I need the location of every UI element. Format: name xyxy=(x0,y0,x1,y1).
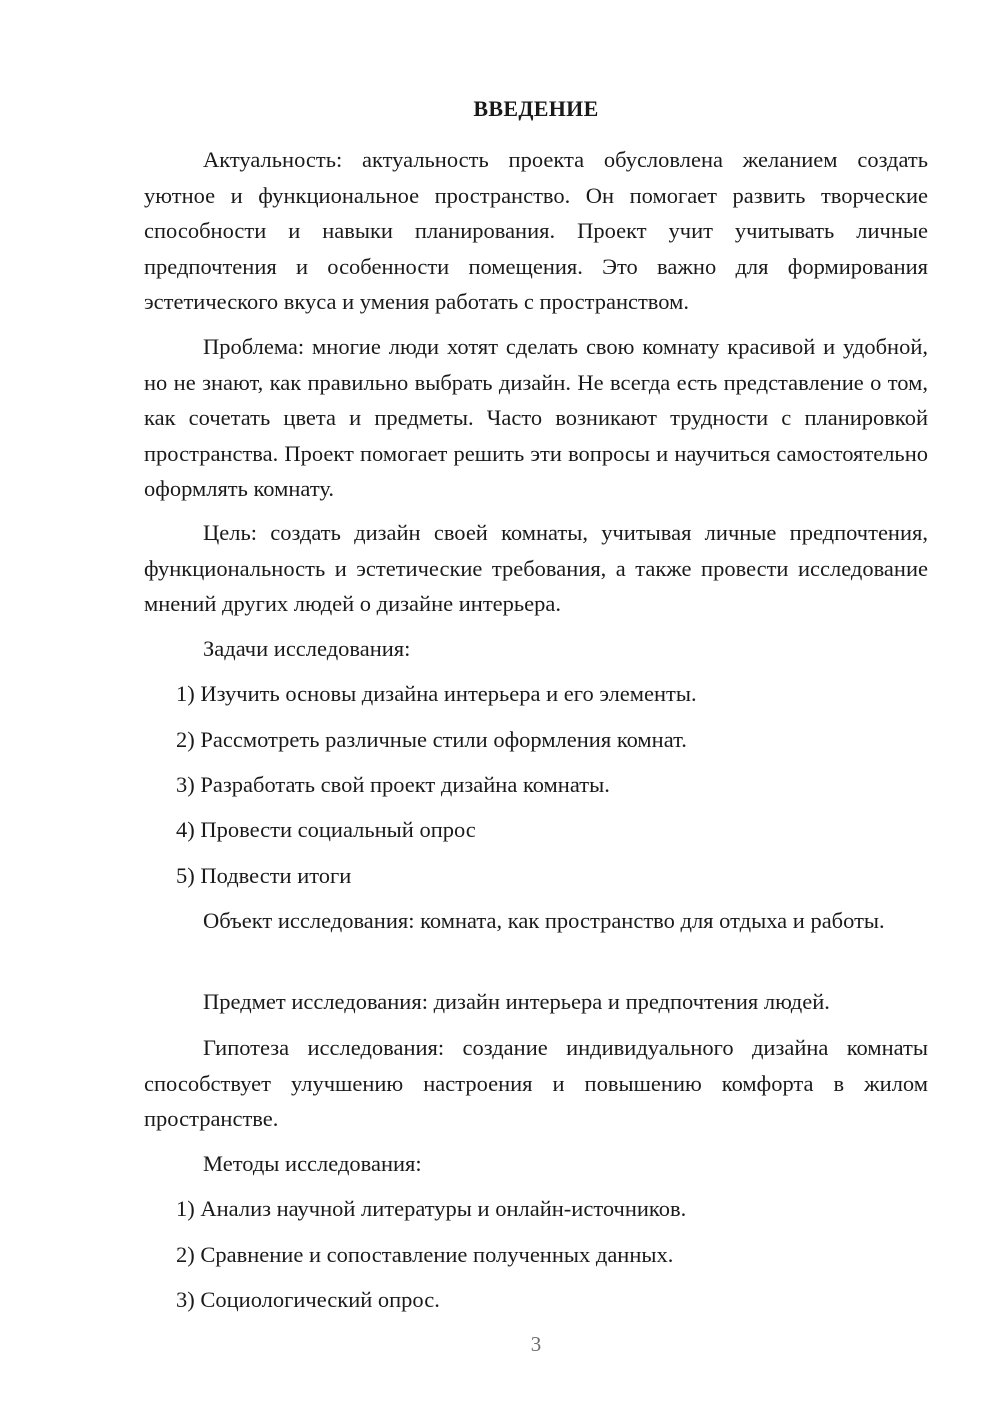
task-item: 3) Разработать свой проект дизайна комнаты. xyxy=(176,772,610,797)
task-item: 2) Рассмотреть различные стили оформления комнат. xyxy=(176,727,687,752)
page-title: ВВЕДЕНИЕ xyxy=(473,96,599,121)
subject-paragraph: Предмет исследования: дизайн интерьера и предпочтения людей. xyxy=(203,989,830,1014)
page-number: 3 xyxy=(530,1332,542,1356)
hypothesis-paragraph: Гипотеза исследования: создание индивидуального дизайна комнаты способствует улучшению настроения и повышению комфорта в жилом пространстве. xyxy=(144,1035,928,1131)
task-item: 5) Подвести итоги xyxy=(176,863,352,888)
method-item: 2) Сравнение и сопоставление полученных данных. xyxy=(176,1242,674,1267)
task-item: 1) Изучить основы дизайна интерьера и его элементы. xyxy=(176,681,697,706)
task-item: 4) Провести социальный опрос xyxy=(176,817,476,842)
problem-paragraph: Проблема: многие люди хотят сделать свою комнату красивой и удобной, но не знают, как правильно выбрать дизайн. Не всегда есть представление о том, как сочетать цвета и предметы. Часто возникают трудности с планировкой пространства. Проект помогает решить эти вопросы и научиться самостоятельно оформлять комнату. xyxy=(144,334,928,501)
tasks-heading: Задачи исследования: xyxy=(203,636,411,661)
methods-heading: Методы исследования: xyxy=(203,1151,422,1176)
goal-paragraph: Цель: создать дизайн своей комнаты, учитывая личные предпочтения, функциональность и эстетические требования, а также провести исследование мнений других людей о дизайне интерьера. xyxy=(144,520,928,616)
method-item: 3) Социологический опрос. xyxy=(176,1287,440,1312)
object-paragraph: Объект исследования: комната, как пространство для отдыха и работы. xyxy=(203,908,885,933)
method-item: 1) Анализ научной литературы и онлайн-источников. xyxy=(176,1196,687,1221)
relevance-paragraph: Актуальность: актуальность проекта обусловлена желанием создать уютное и функциональное пространство. Он помогает развить творческие способности и навыки планирования. Проект учит учитывать личные предпочтения и особенности помещения. Это важно для формирования эстетического вкуса и умения работать с пространством. xyxy=(144,147,928,314)
